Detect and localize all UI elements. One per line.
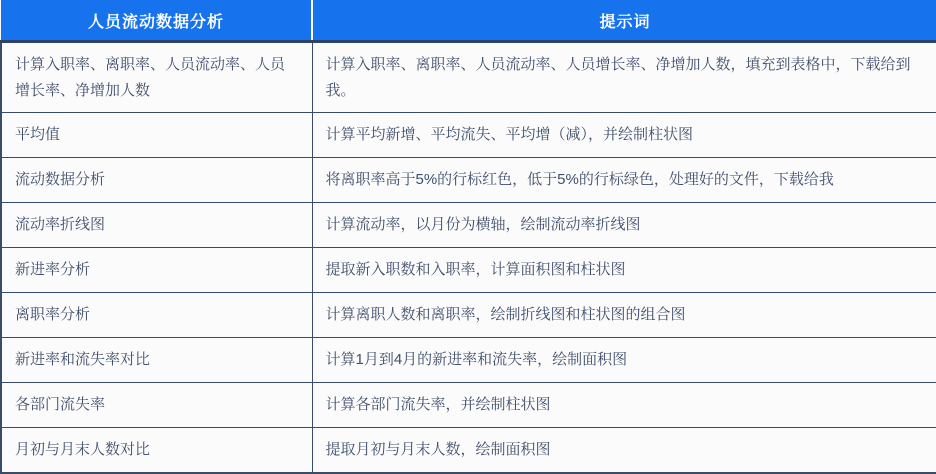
header-row <box>1 0 936 42</box>
topic-cell: 新进率分析 <box>1 248 312 293</box>
table-row <box>1 383 936 428</box>
prompt-cell: 计算入职率、离职率、人员流动率、人员增长率、净增加人数，填充到表格中，下载给到我。 <box>312 42 936 113</box>
topic-cell: 新进率和流失率对比 <box>1 338 312 383</box>
topic-cell: 各部门流失率 <box>1 383 312 428</box>
topic-cell: 离职率分析 <box>1 293 312 338</box>
table-row <box>1 158 936 203</box>
topic-cell: 流动数据分析 <box>1 158 312 203</box>
prompt-cell: 计算流动率，以月份为横轴，绘制流动率折线图 <box>312 203 936 248</box>
prompt-cell: 提取新入职数和入职率，计算面积图和柱状图 <box>312 248 936 293</box>
prompt-cell: 计算1月到4月的新进率和流失率，绘制面积图 <box>312 338 936 383</box>
table-row <box>1 113 936 158</box>
topic-cell: 月初与月末人数对比 <box>1 428 312 473</box>
table-row <box>1 428 936 473</box>
prompt-cell: 将离职率高于5%的行标红色，低于5%的行标绿色，处理好的文件，下载给我 <box>312 158 936 203</box>
table-row <box>1 248 936 293</box>
table-row <box>1 293 936 338</box>
column-header-prompt: 提示词 <box>312 0 936 42</box>
topic-cell: 流动率折线图 <box>1 203 312 248</box>
prompt-cell: 提取月初与月末人数，绘制面积图 <box>312 428 936 473</box>
topic-cell: 计算入职率、离职率、人员流动率、人员增长率、净增加人数 <box>1 42 312 113</box>
table-row <box>1 338 936 383</box>
column-header-topic: 人员流动数据分析 <box>1 0 312 42</box>
table-row <box>1 203 936 248</box>
prompt-cell: 计算平均新增、平均流失、平均增（减），并绘制柱状图 <box>312 113 936 158</box>
prompt-cell: 计算离职人数和离职率，绘制折线图和柱状图的组合图 <box>312 293 936 338</box>
prompt-cell: 计算各部门流失率，并绘制柱状图 <box>312 383 936 428</box>
topic-cell: 平均值 <box>1 113 312 158</box>
table-row <box>1 42 936 113</box>
